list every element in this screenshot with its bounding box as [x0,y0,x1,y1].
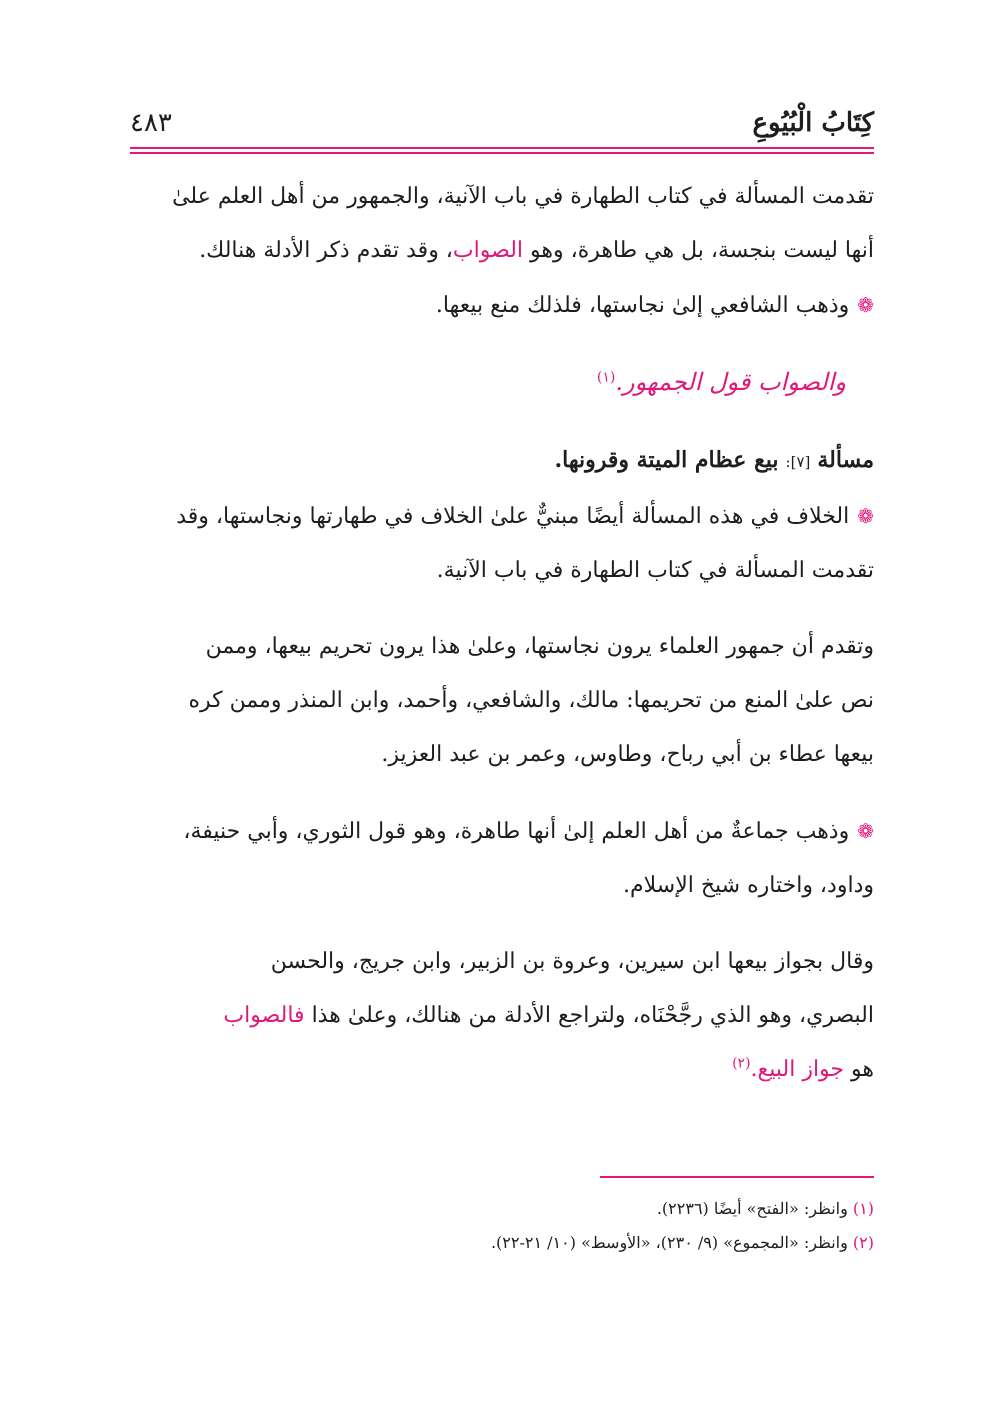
book-title: كِتَابُ الْبُيُوعِ [752,108,874,138]
footnote-ref: (١) [596,369,616,386]
paragraph [130,489,874,598]
body-text [130,170,874,1097]
text-line: الخلاف في هذه المسألة أيضًا مبنيٌّ علىٰ الخلاف في طهارتها ونجاستها، وقد [176,504,850,529]
running-header [130,98,874,148]
header-rule-bottom [130,152,874,154]
text-line: تقدمت المسألة في كتاب الطهارة في باب الآنية، والجمهور من أهل العلم علىٰ [172,184,874,209]
highlight-text: والصواب قول الجمهور. [615,368,846,396]
footnote-ref: (٢) [732,1055,751,1072]
footnote-number: (٢) [852,1233,874,1252]
text-line: وقال بجواز بيعها ابن سيرين، وعروة بن الزبير، وابن جريج، والحسن [270,949,874,974]
footnote [130,1226,874,1260]
text-line: هو [844,1057,874,1082]
issue-label: مسألة [817,447,874,473]
text-line: بيعها عطاء بن أبي رباح، وطاوس، وعمر بن عبد العزيز. [381,742,874,767]
flower-icon: ❁ [857,293,874,317]
paragraph [130,278,874,333]
issue-title: بيع عظام الميتة وقرونها. [554,447,779,473]
text-line: أنها ليست بنجسة، بل هي طاهرة، وهو [523,238,874,263]
footnote-text: وانظر: «الفتح» أيضًا (٢٢٣٦). [656,1199,848,1218]
flower-icon: ❁ [857,504,874,528]
text-line: ، وقد تقدم ذكر الأدلة هنالك. [199,238,453,263]
header-rule-top [130,147,874,149]
text-line: وداود، واختاره شيخ الإسلام. [623,873,874,898]
text-line: وذهب جماعةٌ من أهل العلم إلىٰ أنها طاهرة، وهو قول الثوري، وأبي حنيفة، [183,819,850,844]
footnote-number: (١) [852,1199,874,1218]
text-line: تقدمت المسألة في كتاب الطهارة في باب الآنية. [436,558,874,583]
issue-number: [٧]: [785,453,811,471]
text-line: نص علىٰ المنع من تحريمها: مالك، والشافعي، وأحمد، وابن المنذر وممن كره [188,688,874,713]
paragraph [130,170,874,278]
issue-heading [130,433,874,489]
flower-icon: ❁ [857,819,874,843]
highlight-text: فالصواب [223,1003,305,1028]
footnote [130,1192,874,1226]
paragraph [130,620,874,782]
highlight-text: الصواب [452,238,524,263]
footnote-separator [600,1176,874,1178]
paragraph [130,804,874,913]
text-line: وتقدم أن جمهور العلماء يرون نجاستها، وعلىٰ هذا يرون تحريم بيعها، وممن [205,634,874,659]
page-number: ٤٨٣ [130,108,172,138]
text-line: البصري، وهو الذي رجَّحْنَاه، ولتراجع الأدلة من هنالك، وعلىٰ هذا [304,1003,874,1028]
text-line: وذهب الشافعي إلىٰ نجاستها، فلذلك منع بيعها. [435,293,850,318]
highlight-text: جواز البيع. [750,1057,845,1082]
footnote-text: وانظر: «المجموع» (٩/ ٢٣٠)، «الأوسط» (١٠/ ٢١-٢٢). [490,1233,848,1252]
paragraph [130,355,874,411]
paragraph [130,935,874,1097]
footnotes [130,1192,874,1260]
